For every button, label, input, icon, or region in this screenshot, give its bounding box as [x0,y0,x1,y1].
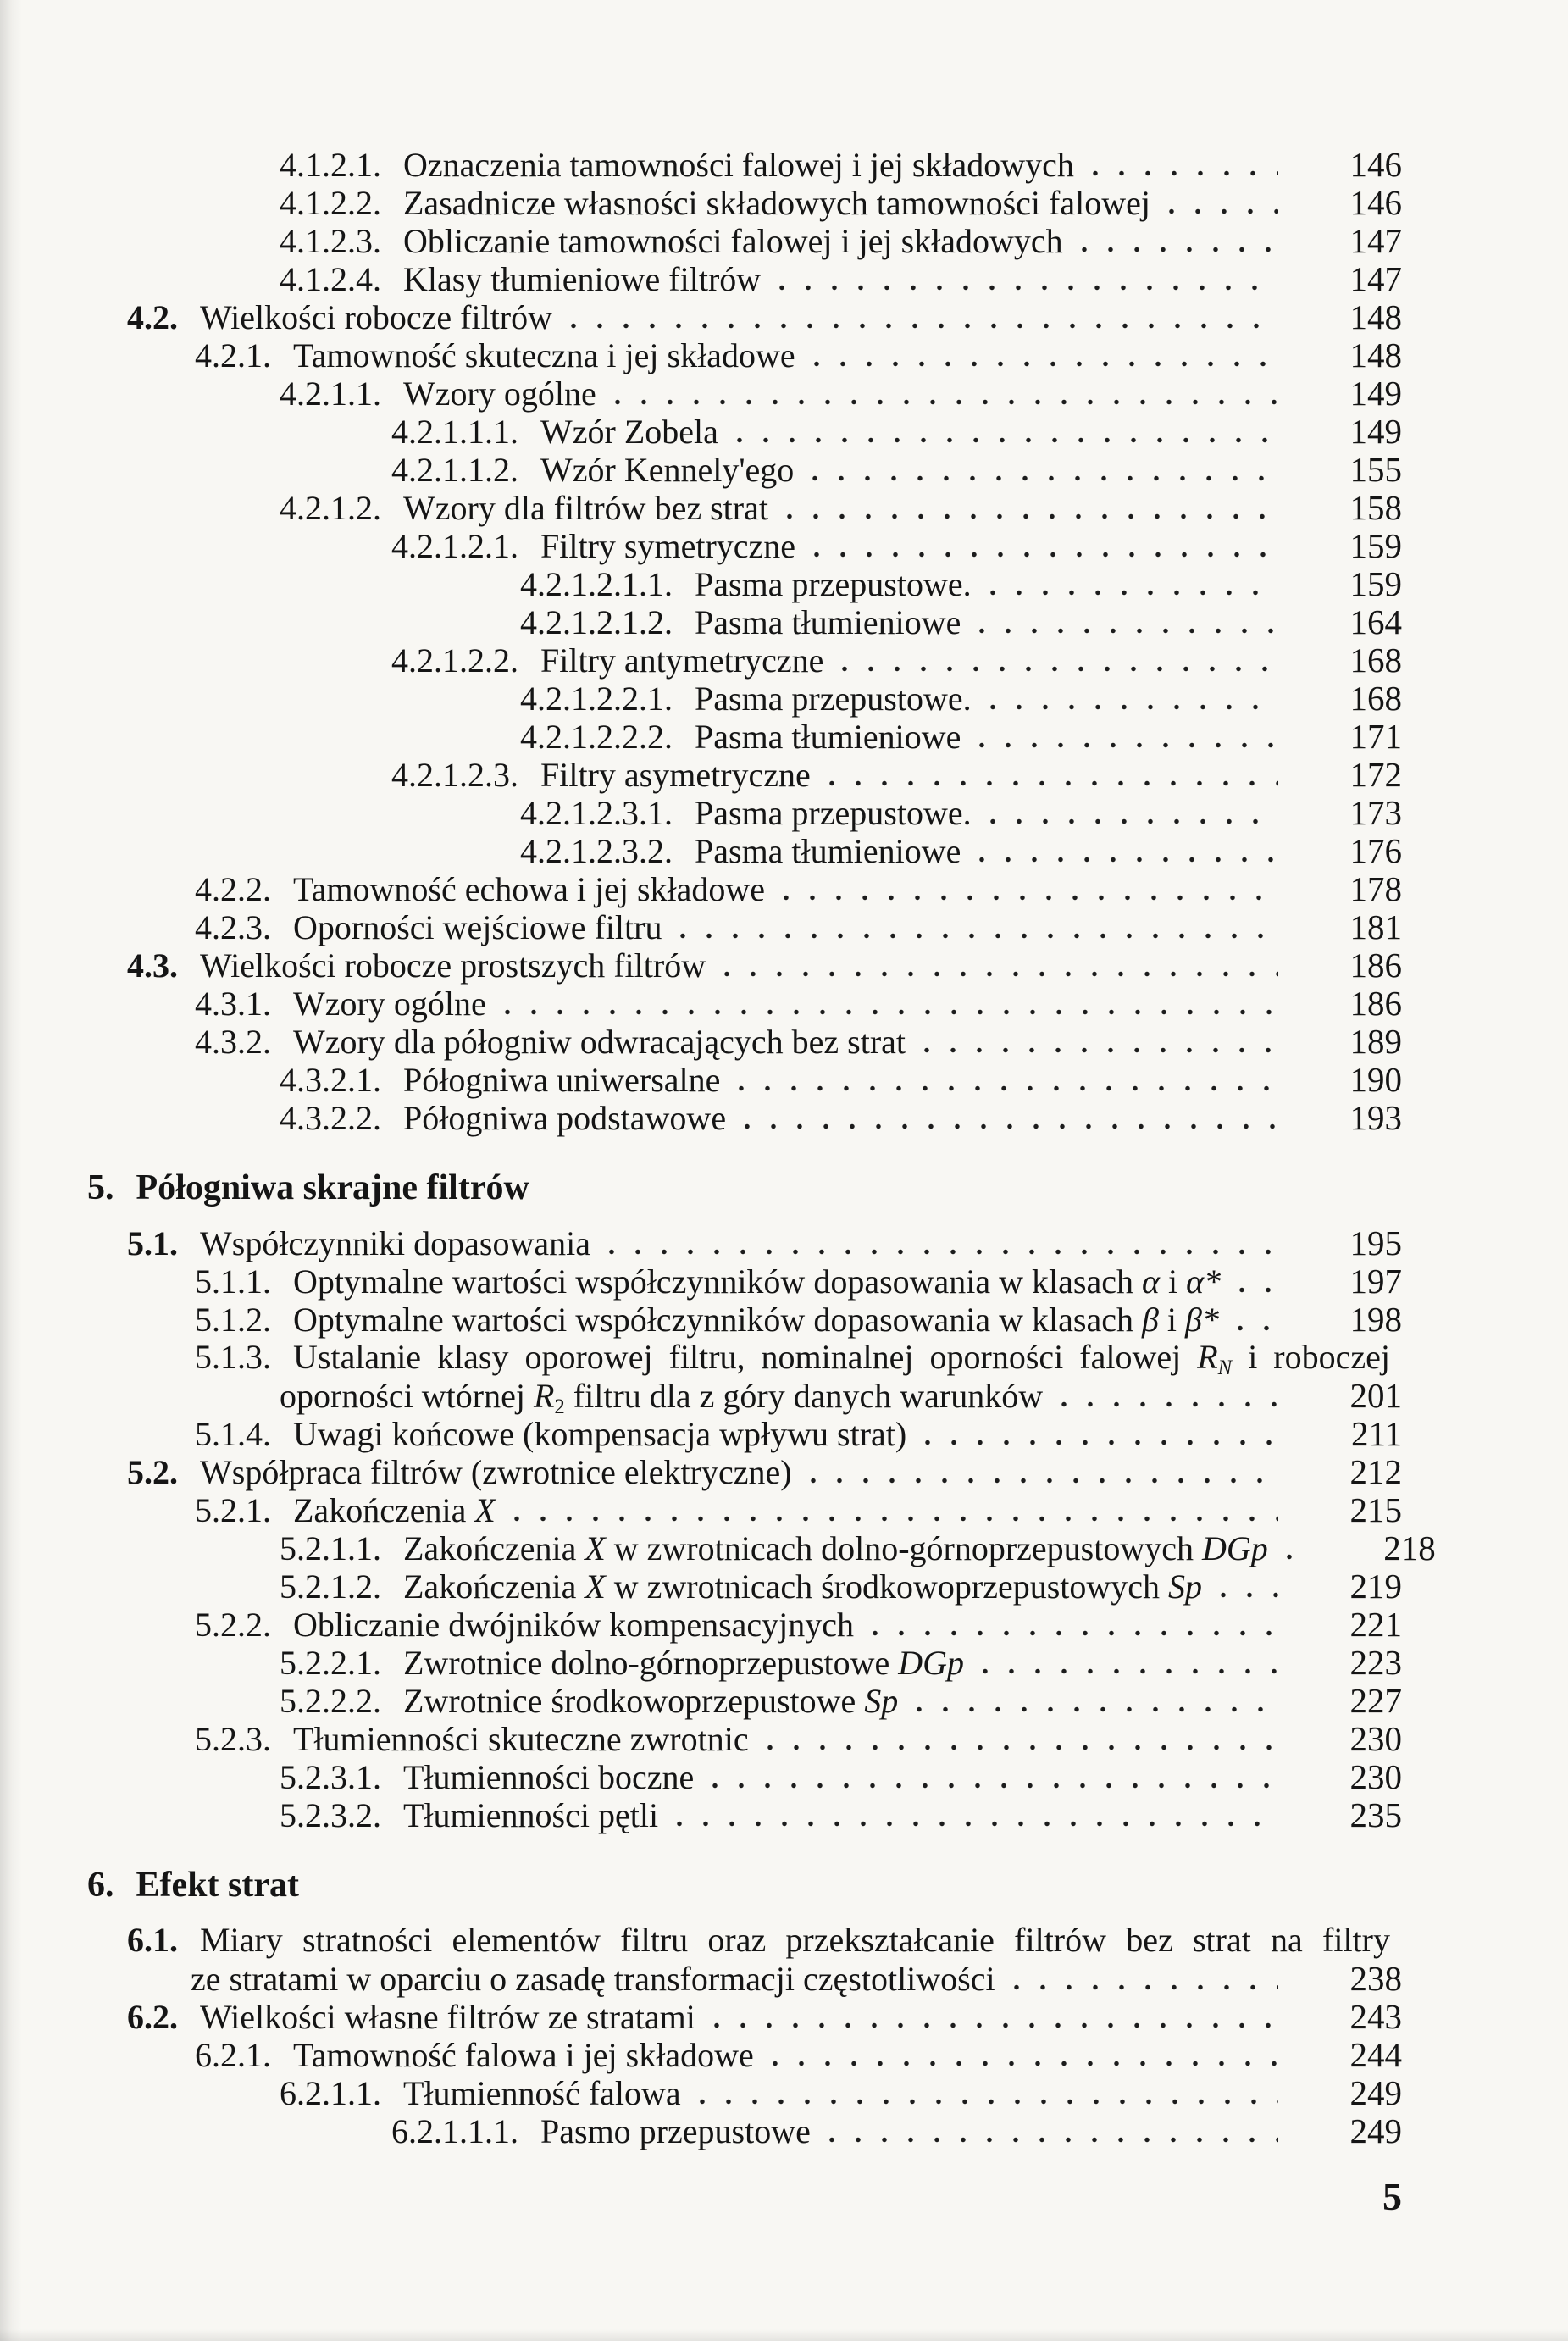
toc-page-number: 230 [1349,1719,1402,1758]
toc-page-number: 168 [1349,679,1402,718]
toc-page-number: 171 [1349,717,1402,756]
toc-item-number: 4.2.1.2.2.1. [520,680,673,718]
toc-row [0,640,1402,678]
toc-item-text: Optymalne wartości współczynników dopasowania w klasach β i β* [293,1301,1219,1339]
toc-page-number: 172 [1349,755,1402,794]
dot-leader [784,895,1278,901]
toc-page-number: 190 [1349,1060,1402,1099]
toc-row [0,1528,1436,1567]
toc-page-number: 243 [1349,1997,1402,2036]
dot-leader [773,2061,1278,2066]
toc-row [0,716,1402,754]
toc-item-text: Wielkości własne filtrów ze stratami [200,1998,695,2036]
toc-item-number: 4.2.1.1.1. [391,413,518,451]
table-of-contents [0,144,1436,2150]
toc-item-text: Pasma przepustowe. [695,680,972,718]
toc-row [0,1489,1402,1528]
toc-row [0,182,1402,220]
dot-leader [1093,170,1278,176]
toc-row [0,1642,1402,1680]
toc-item-number: 4.2.1.2.1.1. [520,565,673,603]
toc-row [0,1795,1402,1833]
toc-item-text: Filtry antymetryczne [540,641,824,680]
dot-leader [979,857,1278,863]
toc-item-number: 5.2.3. [195,1720,271,1758]
dot-leader [1169,208,1278,214]
dot-leader [1061,1401,1278,1407]
toc-page-number: 148 [1349,297,1402,336]
toc-item-number: 4.1.2.2. [280,184,381,222]
toc-row [0,1059,1402,1097]
toc-row [0,1021,1402,1059]
toc-page-number: 249 [1349,2073,1402,2112]
toc-item-number: 5.2. [127,1453,178,1491]
toc-row [0,563,1402,602]
toc-row [0,1451,1402,1489]
dot-leader [917,1706,1278,1712]
toc-page-number: 159 [1349,526,1402,565]
toc-item-number: 4.2.1.2.3. [391,756,518,794]
dot-leader [983,1668,1278,1674]
toc-row [0,1756,1402,1795]
toc-item-text: Wzór Zobela [540,413,718,451]
toc-row [0,754,1402,792]
toc-item-text: Wzory dla półogniw odwracających bez strat [293,1023,906,1061]
toc-item-text: Wzory dla filtrów bez strat [403,489,768,527]
toc-page-number: 215 [1349,1490,1402,1529]
dot-leader [1221,1592,1278,1598]
toc-item-number: 5.2.2.2. [280,1682,381,1720]
dot-leader [714,2022,1278,2028]
toc-page-number: 164 [1349,602,1402,641]
dot-leader [1287,1554,1312,1560]
toc-row [0,220,1402,258]
toc-page-number: 149 [1349,374,1402,413]
toc-item-text: Uwagi końcowe (kompensacja wpływu strat) [293,1415,907,1453]
toc-page-number: 173 [1349,793,1402,832]
toc-item-text: Tłumienność falowa [403,2074,681,2112]
toc-item-text: Tamowność falowa i jej składowe [293,2036,754,2074]
toc-row [0,602,1402,640]
toc-page-number: 219 [1349,1567,1402,1606]
toc-item-number: 5.2.2. [195,1606,271,1644]
toc-item-number: 4.2.2. [195,870,271,908]
toc-row-continuation [0,1958,1402,1996]
toc-item-text: Wzory ogólne [293,985,486,1023]
toc-page-number: 148 [1349,336,1402,374]
toc-row [0,983,1402,1021]
dot-leader [615,399,1278,405]
toc-item-number: 4.3.1. [195,985,271,1023]
toc-item-number: 4.2.1.2.3.2. [520,832,673,870]
toc-item-text: Wielkości robocze filtrów [200,298,553,336]
toc-item-text: Pasma tłumieniowe [695,832,961,870]
dot-leader [700,2099,1278,2105]
toc-row [0,2072,1402,2111]
toc-page-number: 198 [1349,1300,1402,1339]
toc-page-number: 158 [1349,488,1402,527]
toc-page-number: 249 [1349,2111,1402,2150]
toc-item-text: Pasma przepustowe. [695,565,972,603]
toc-page-number: 146 [1349,183,1402,222]
toc-item-text: Zakończenia X [293,1491,496,1529]
toc-page-number: 212 [1349,1452,1402,1491]
toc-item-text: Zakończenia X w zwrotnicach środkowoprzepustowych Sp [403,1567,1203,1606]
toc-page-number: 227 [1349,1681,1402,1720]
toc-item-text: Tłumienności boczne [403,1758,695,1796]
toc-item-text: Optymalne wartości współczynników dopasowania w klasach α i α* [293,1262,1222,1301]
toc-item-number: 6.2. [127,1998,178,2036]
dot-leader [712,1783,1278,1789]
scan-edge-shadow-bottom [0,2329,1568,2341]
toc-page-number: 147 [1349,221,1402,260]
toc-row [0,1261,1402,1299]
dot-leader [829,2137,1278,2143]
toc-item-number: 4.3. [127,946,178,985]
dot-leader [779,285,1278,291]
toc-item-text: Pasmo przepustowe [540,2112,811,2150]
toc-page-number: 235 [1349,1795,1402,1834]
toc-item-text: Pasma przepustowe. [695,794,972,832]
toc-item-text: oporności wtórnej $R_2$ filtru dla z góry danych warunków [280,1377,1044,1418]
toc-row [0,1299,1402,1337]
toc-page-number: 186 [1349,946,1402,985]
toc-item-text: Ustalanie klasy oporowej filtru, nominalnej oporności falowej $R_N$ i roboczej [293,1338,1390,1379]
toc-item-number: 4.2.1.2. [280,489,381,527]
toc-item-number: 5.2.1.1. [280,1529,381,1567]
toc-page-number: 178 [1349,869,1402,908]
dot-leader [745,1123,1278,1129]
toc-item-number: 5. [87,1168,114,1207]
toc-item-text: Zasadnicze własności składowych tamowności falowej [403,184,1150,222]
toc-row [0,1920,1402,1958]
toc-item-text: Oporności wejściowe filtru [293,908,662,946]
toc-page-number: 146 [1349,145,1402,184]
dot-leader [925,1440,1278,1445]
toc-item-number: 5.1.4. [195,1415,271,1453]
toc-page-number: 147 [1349,259,1402,298]
toc-row [0,1718,1402,1756]
toc-row [0,335,1402,373]
toc-row [0,258,1402,297]
toc-item-text: Zwrotnice środkowoprzepustowe Sp [403,1682,899,1720]
toc-item-number: 6.2.1.1. [280,2074,381,2112]
dot-leader [680,933,1278,939]
dot-leader [1239,1287,1278,1293]
toc-item-number: 4.3.2. [195,1023,271,1061]
toc-page-number: 223 [1349,1643,1402,1682]
toc-page-number: 193 [1349,1098,1402,1137]
toc-item-text: Klasy tłumieniowe filtrów [403,260,762,298]
toc-item-number: 6. [87,1866,114,1905]
toc-item-text: Współpraca filtrów (zwrotnice elektryczne) [200,1453,792,1491]
toc-page-number: 221 [1349,1605,1402,1644]
page-footer-number: 5 [1382,2175,1402,2218]
toc-item-number: 4.1.2.3. [280,222,381,260]
dot-leader [979,628,1278,634]
toc-item-text: Tamowność skuteczna i jej składowe [293,336,795,374]
toc-item-text: Filtry asymetryczne [540,756,811,794]
toc-item-number: 4.2.1.2.1.2. [520,603,673,641]
dot-leader [979,742,1278,748]
toc-item-number: 4.2.1.1.2. [391,451,518,489]
dot-leader [811,1478,1278,1484]
toc-row [0,487,1402,525]
toc-page-number: 201 [1349,1376,1402,1415]
toc-row [0,411,1402,449]
dot-leader [812,475,1278,481]
toc-row [0,1996,1402,2034]
toc-item-text: Wzory ogólne [403,374,596,413]
dot-leader [842,666,1278,672]
toc-item-number: 5.1. [127,1224,178,1262]
toc-item-text: Tłumienności pętli [403,1796,659,1834]
toc-row [0,830,1402,868]
toc-item-number: 6.1. [127,1921,178,1959]
dot-leader [571,323,1278,329]
toc-page-number: 197 [1349,1262,1402,1301]
toc-item-text: Obliczanie dwójników kompensacyjnych [293,1606,855,1644]
toc-row [0,2034,1402,2072]
toc-page-number: 186 [1349,984,1402,1023]
toc-item-number: 4.2.1.1. [280,374,381,413]
toc-item-number: 5.1.1. [195,1262,271,1301]
dot-leader [1082,247,1278,252]
toc-item-text: Zwrotnice dolno-górnoprzepustowe DGp [403,1644,965,1682]
toc-item-number: 6.2.1. [195,2036,271,2074]
dot-leader [514,1516,1278,1522]
toc-page-number: 211 [1351,1414,1402,1453]
toc-item-number: 4.2.1.2.2.2. [520,718,673,756]
toc-row-continuation [0,1375,1402,1418]
dot-leader [990,818,1278,824]
toc-row [0,449,1402,487]
toc-item-text: Półogniwa skrajne filtrów [136,1168,529,1207]
toc-item-number: 4.2.1.2.3.1. [520,794,673,832]
toc-page-number: 189 [1349,1022,1402,1061]
dot-leader [724,971,1278,977]
toc-page-number: 181 [1349,907,1402,946]
toc-row [0,868,1402,907]
dot-leader [787,513,1278,519]
toc-item-number: 4.2.1. [195,336,271,374]
toc-row [0,792,1402,830]
toc-row [0,907,1402,945]
toc-row [0,1337,1402,1379]
toc-item-number: 4.2.1.2.1. [391,527,518,565]
toc-item-number: 5.1.2. [195,1301,271,1339]
dot-leader [739,1085,1278,1091]
toc-item-text: ze stratami w oparciu o zasadę transformacji częstotliwości [191,1960,995,1998]
toc-item-text: Wielkości robocze prostszych filtrów [200,946,706,985]
toc-row [0,1413,1402,1451]
toc-row [0,297,1402,335]
toc-item-text: Półogniwa uniwersalne [403,1061,721,1099]
toc-item-text: Zakończenia X w zwrotnicach dolno-górnoprzepustowych DGp [403,1529,1268,1567]
toc-item-number: 4.1.2.4. [280,260,381,298]
dot-leader [609,1249,1278,1255]
toc-item-text: Pasma tłumieniowe [695,603,961,641]
toc-item-number: 4.2.1.2.2. [391,641,518,680]
toc-page-number: 218 [1383,1528,1436,1567]
section-heading [0,1865,1402,1903]
toc-item-text: Pasma tłumieniowe [695,718,961,756]
dot-leader [1014,1984,1278,1990]
dot-leader [990,590,1278,596]
dot-leader [829,780,1278,786]
toc-item-text: Tłumienności skuteczne zwrotnic [293,1720,749,1758]
toc-item-text: Filtry symetryczne [540,527,796,565]
dot-leader [1238,1325,1278,1331]
dot-leader [505,1009,1278,1015]
toc-row [0,1604,1402,1642]
section-heading [0,1168,1402,1206]
toc-item-text: Współczynniki dopasowania [200,1224,590,1262]
toc-page-number: 159 [1349,564,1402,603]
toc-page-number: 238 [1349,1959,1402,1998]
dot-leader [990,704,1278,710]
toc-item-number: 5.2.3.2. [280,1796,381,1834]
toc-row [0,525,1402,563]
toc-item-text: Tamowność echowa i jej składowe [293,870,766,908]
toc-page-number: 176 [1349,831,1402,870]
dot-leader [873,1630,1278,1636]
dot-leader [814,552,1278,558]
toc-item-number: 5.2.1. [195,1491,271,1529]
dot-leader [924,1047,1278,1053]
toc-page-number: 168 [1349,641,1402,680]
toc-row [0,1097,1402,1135]
toc-item-number: 4.3.2.1. [280,1061,381,1099]
toc-page-number: 195 [1349,1223,1402,1262]
toc-page-number: 230 [1349,1757,1402,1796]
toc-row [0,1566,1402,1604]
toc-item-number: 4.2.3. [195,908,271,946]
toc-item-number: 5.2.1.2. [280,1567,381,1606]
toc-item-number: 4.3.2.2. [280,1099,381,1137]
dot-leader [677,1821,1278,1827]
toc-item-number: 4.2. [127,298,178,336]
toc-row [0,678,1402,716]
toc-row [0,373,1402,411]
dot-leader [737,437,1278,443]
toc-item-text: Wzór Kennely'ego [540,451,795,489]
toc-item-number: 5.1.3. [195,1338,271,1376]
toc-item-text: Obliczanie tamowności falowej i jej składowych [403,222,1063,260]
toc-item-number: 5.2.3.1. [280,1758,381,1796]
toc-row [0,945,1402,983]
toc-item-number: 5.2.2.1. [280,1644,381,1682]
toc-item-number: 4.1.2.1. [280,146,381,184]
toc-item-text: Efekt strat [136,1866,299,1905]
toc-item-text: Miary stratności elementów filtru oraz przekształcanie filtrów bez strat na filtry [200,1921,1390,1959]
toc-row [0,2111,1402,2149]
toc-row [0,1680,1402,1718]
toc-item-text: Oznaczenia tamowności falowej i jej składowych [403,146,1074,184]
toc-item-text: Półogniwa podstawowe [403,1099,727,1137]
toc-page-number: 149 [1349,412,1402,451]
dot-leader [767,1745,1278,1750]
toc-item-number: 6.2.1.1.1. [391,2112,518,2150]
toc-page-number: 244 [1349,2035,1402,2074]
toc-row [0,1223,1402,1261]
dot-leader [814,361,1278,367]
toc-row [0,144,1402,182]
toc-page-number: 155 [1349,450,1402,489]
